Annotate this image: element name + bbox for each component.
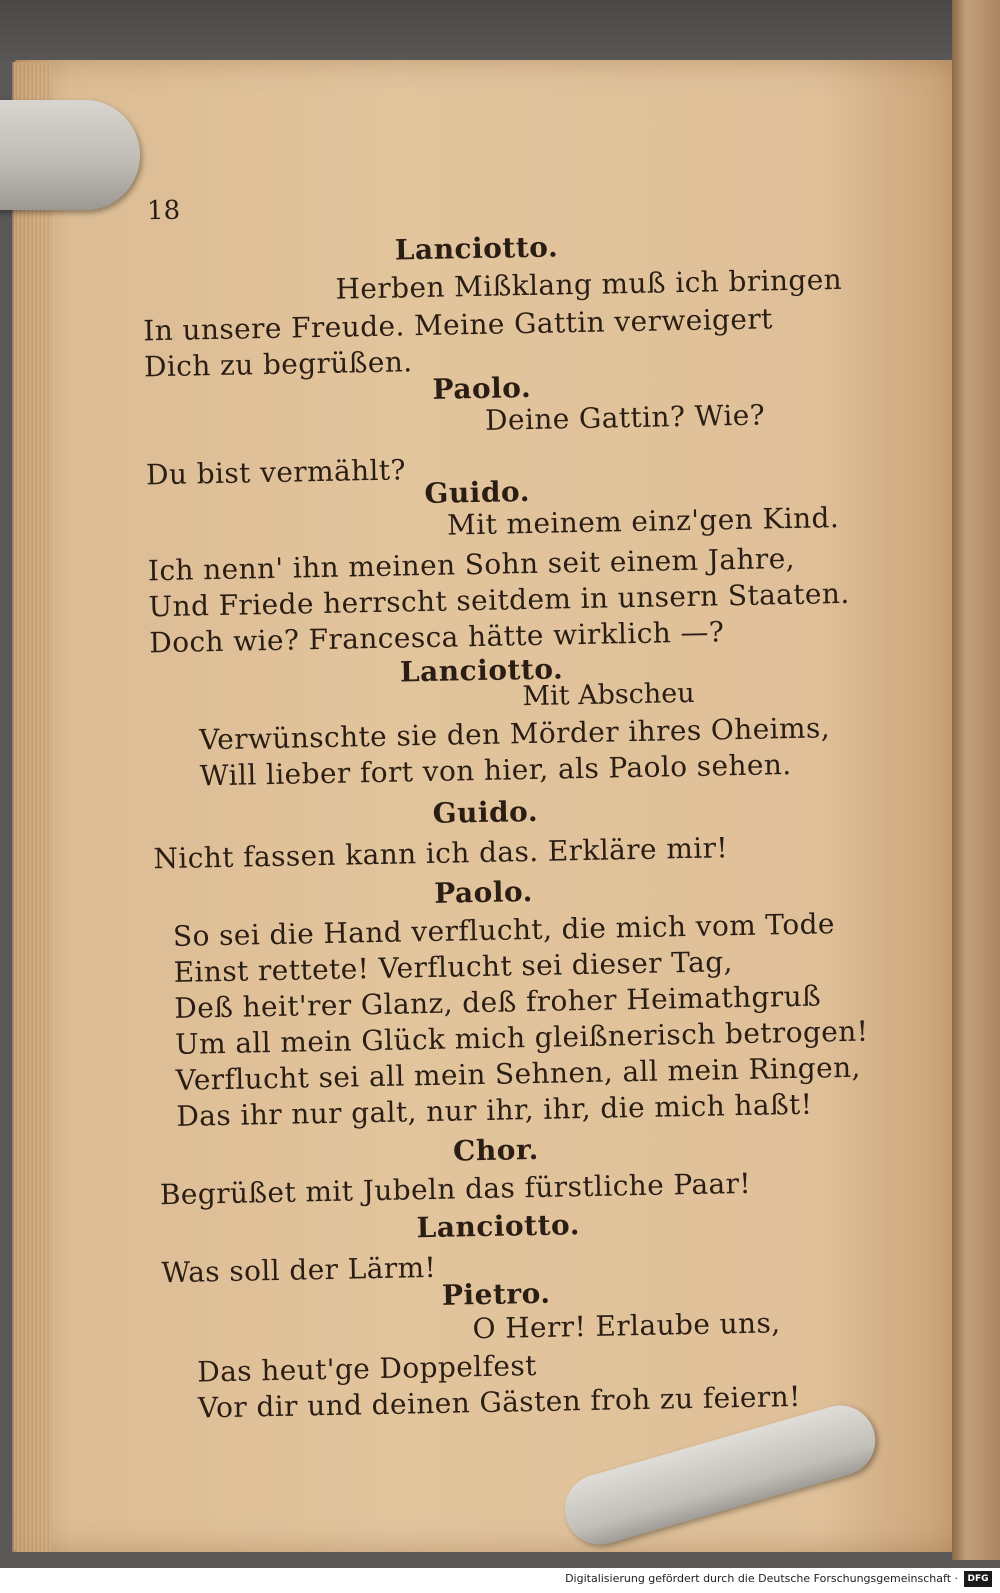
verse-line: Deine Gattin? Wie? bbox=[484, 398, 766, 437]
verse-line: Das heut'ge Doppelfest bbox=[196, 1349, 538, 1389]
verse-line: In unsere Freude. Meine Gattin verweigert bbox=[142, 302, 774, 348]
verse-line: Was soll der Lärm! bbox=[161, 1250, 437, 1290]
verse-line: O Herr! Erlaube uns, bbox=[472, 1306, 781, 1346]
verse-line: Nicht fassen kann ich das. Erkläre mir! bbox=[153, 831, 729, 876]
speaker-name: Lanciotto. bbox=[399, 652, 564, 689]
verse-line: Verflucht sei all mein Sehnen, all mein Ringen, bbox=[175, 1050, 862, 1097]
page-number: 18 bbox=[146, 195, 181, 227]
verse-line: Das ihr nur galt, nur ihr, ihr, die mich haßt! bbox=[176, 1087, 813, 1133]
verse-line: Doch wie? Francesca hätte wirklich —? bbox=[148, 615, 725, 660]
verse-line: Verwünschte sie den Mörder ihres Oheims, bbox=[198, 711, 831, 757]
verse-line: Deß heit'rer Glanz, deß froher Heimathgruß bbox=[174, 979, 822, 1025]
speaker-name: Chor. bbox=[452, 1132, 540, 1168]
verse-line: Dich zu begrüßen. bbox=[143, 345, 413, 384]
verse-line: So sei die Hand verflucht, die mich vom Tode bbox=[172, 907, 836, 953]
speaker-name: Paolo. bbox=[432, 370, 532, 406]
verse-line: Du bist vermählt? bbox=[145, 453, 407, 492]
verse-line: Und Friede herrscht seitdem in unsern Staaten. bbox=[148, 576, 850, 624]
verse-line: Will lieber fort von hier, als Paolo sehen. bbox=[199, 748, 792, 793]
verse-line: Mit meinem einz'gen Kind. bbox=[446, 501, 840, 542]
verse-line: Begrüßet mit Jubeln das fürstliche Paar! bbox=[159, 1166, 752, 1212]
speaker-name: Lanciotto. bbox=[416, 1208, 581, 1245]
speaker-name: Lanciotto. bbox=[394, 230, 559, 267]
verse-line: Ich nenn' ihn meinen Sohn seit einem Jahre, bbox=[147, 541, 796, 588]
verse-line: Herben Mißklang muß ich bringen bbox=[335, 262, 843, 306]
funding-credit: Digitalisierung gefördert durch die Deutsche Forschungsgemeinschaft · bbox=[565, 1572, 958, 1585]
speaker-name: Guido. bbox=[432, 794, 539, 830]
verse-line: Einst rettete! Verflucht sei dieser Tag, bbox=[173, 945, 734, 989]
footer-bar bbox=[0, 1568, 1000, 1593]
speaker-name: Paolo. bbox=[433, 875, 534, 910]
dfg-logo: DFG bbox=[964, 1571, 992, 1587]
speaker-name: Guido. bbox=[424, 474, 531, 511]
stage-direction: Mit Abscheu bbox=[522, 677, 695, 713]
speaker-name: Pietro. bbox=[441, 1276, 551, 1312]
verse-line: Um all mein Glück mich gleißnerisch betrogen! bbox=[174, 1014, 869, 1061]
verse-line: Vor dir und deinen Gästen froh zu feiern! bbox=[197, 1379, 801, 1425]
